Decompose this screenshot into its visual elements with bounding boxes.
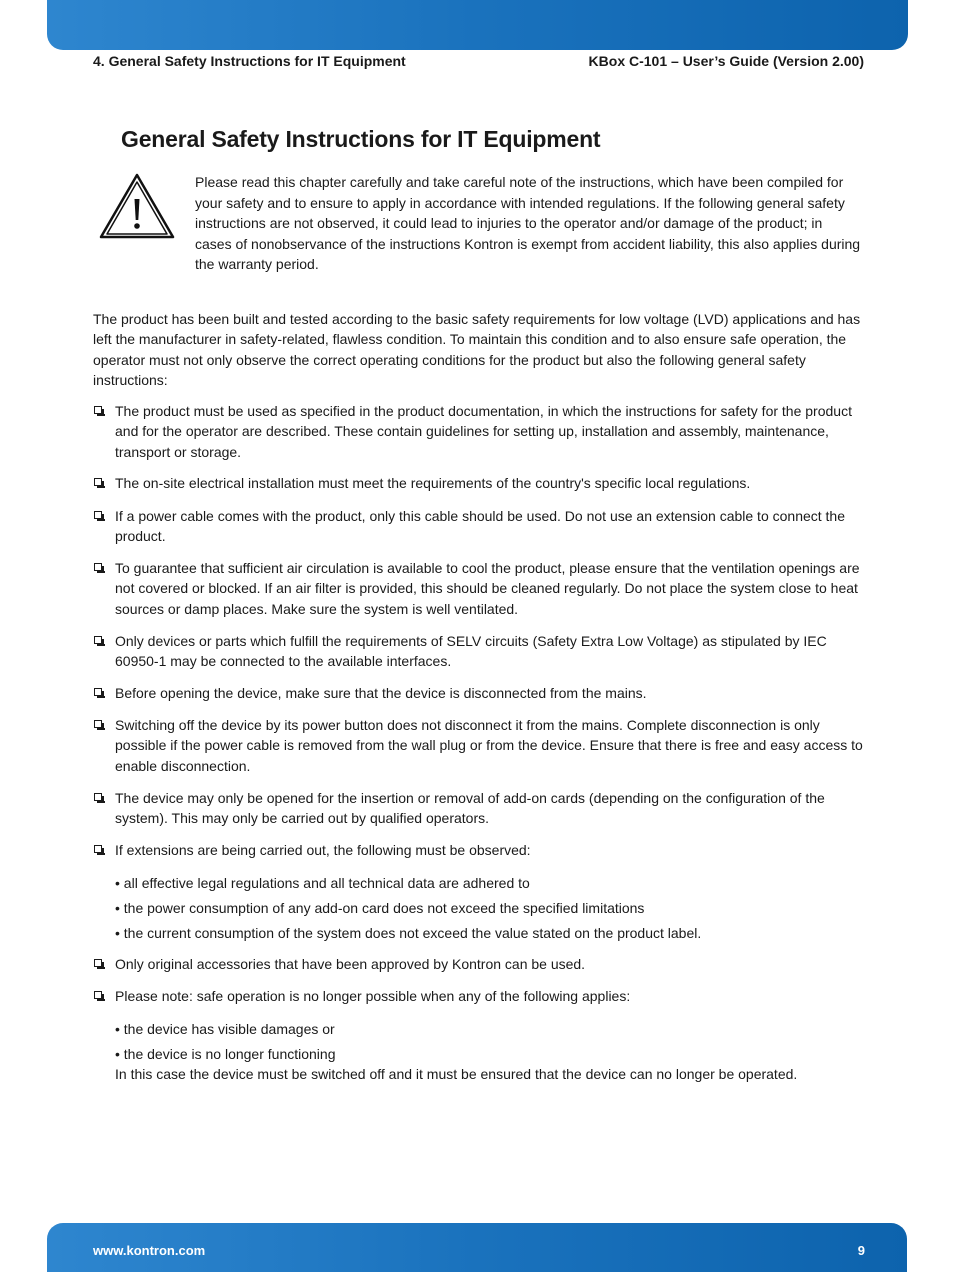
list-item <box>93 473 863 493</box>
checkbox-bullet-icon <box>94 511 102 519</box>
running-header-section: 4. General Safety Instructions for IT Equipment <box>93 53 406 69</box>
checkbox-bullet-icon <box>94 991 102 999</box>
list-item-text: Before opening the device, make sure that the device is disconnected from the mains. <box>115 685 647 701</box>
list-item-text: Switching off the device by its power button does not disconnect it from the mains. Complete disconnection is only possible if the power cable is removed from the wall plug or from the device. Ensure that there is free and easy access to enable disconnection. <box>115 717 863 774</box>
list-item-text: Only devices or parts which fulfill the requirements of SELV circuits (Safety Extra Low Voltage) as stipulated by IEC 60950-1 may be connected to the available interfaces. <box>115 633 827 670</box>
page-title: General Safety Instructions for IT Equipment <box>121 126 601 152</box>
list-item <box>93 401 863 462</box>
checkbox-bullet-icon <box>94 845 102 853</box>
list-item-text: If a power cable comes with the product, only this cable should be used. Do not use an extension cable to connect the product. <box>115 508 846 545</box>
checkbox-bullet-icon <box>94 636 102 644</box>
checkbox-bullet-icon <box>94 406 102 414</box>
checkbox-bullet-icon <box>94 720 102 728</box>
list-item-text: To guarantee that sufficient air circulation is available to cool the product, please ensure that the ventilation openings are not covered or blocked. If an air filter is provided, this should be cleaned regularly. Do not place the system close to heat sources or damp places. Make sure the system is well ventilated. <box>115 560 860 617</box>
footer-url-link[interactable]: www.kontron.com <box>93 1243 206 1258</box>
list-item-text: If extensions are being carried out, the following must be observed: <box>115 842 531 858</box>
list-item-text: The device may only be opened for the insertion or removal of add-on cards (depending on the configuration of the system). This may only be carried out by qualified operators. <box>115 790 825 827</box>
checkbox-bullet-icon <box>94 793 102 801</box>
list-item-text: The on-site electrical installation must meet the requirements of the country's specific local regulations. <box>115 475 751 491</box>
page-number: 9 <box>857 1243 865 1258</box>
checkbox-bullet-icon <box>94 688 102 696</box>
list-item-text: The product must be used as specified in the product documentation, in which the instructions for safety for the product and for the operator are described. These contain guidelines for setting up, installation and assembly, maintenance, transport or storage. <box>115 403 852 460</box>
sub-list-item: • the device is no longer functioning <box>115 1046 336 1062</box>
checkbox-bullet-icon <box>94 478 102 486</box>
checkbox-bullet-icon <box>94 563 102 571</box>
sub-list-item: • all effective legal regulations and all technical data are adhered to <box>115 875 530 891</box>
list-item <box>93 558 863 619</box>
sub-list-item: • the current consumption of the system does not exceed the value stated on the product label. <box>115 925 702 941</box>
list-item <box>93 506 863 547</box>
checkbox-bullet-icon <box>94 959 102 967</box>
running-header-doc-title: KBox C-101 – User’s Guide (Version 2.00) <box>588 53 864 69</box>
intro-paragraph: The product has been built and tested according to the basic safety requirements for low voltage (LVD) applications and has left the manufacturer in safety-related, flawless condition. To maintain this condition and to also ensure safe operation, the operator must not only observe the correct operating conditions for the product but also the following general safety instructions: <box>93 311 861 388</box>
warning-triangle-icon <box>99 173 175 239</box>
list-item <box>93 986 863 1006</box>
list-item <box>93 715 863 776</box>
intro-text: Please read this chapter carefully and take careful note of the instructions, which have been compiled for your safety and to ensure to apply in accordance with intended regulations. If the following general safety instructions are not observed, it could lead to injuries to the operator and/or damage of the product; in cases of nonobservance of the instructions Kontron is exempt from accident liability, this also applies during the warranty period. <box>195 174 861 272</box>
closing-text: In this case the device must be switched off and it must be ensured that the device can no longer be operated. <box>115 1066 798 1082</box>
sub-list-item: • the power consumption of any add-on card does not exceed the specified limitations <box>115 900 645 916</box>
list-item-text: Please note: safe operation is no longer possible when any of the following applies: <box>115 988 631 1004</box>
list-item <box>93 840 863 860</box>
list-item <box>93 954 863 974</box>
list-item <box>93 788 863 829</box>
list-item <box>93 683 863 703</box>
sub-list-item: • the device has visible damages or <box>115 1021 335 1037</box>
list-item-text: Only original accessories that have been approved by Kontron can be used. <box>115 956 586 972</box>
list-item <box>93 631 863 672</box>
header-band <box>47 0 908 50</box>
